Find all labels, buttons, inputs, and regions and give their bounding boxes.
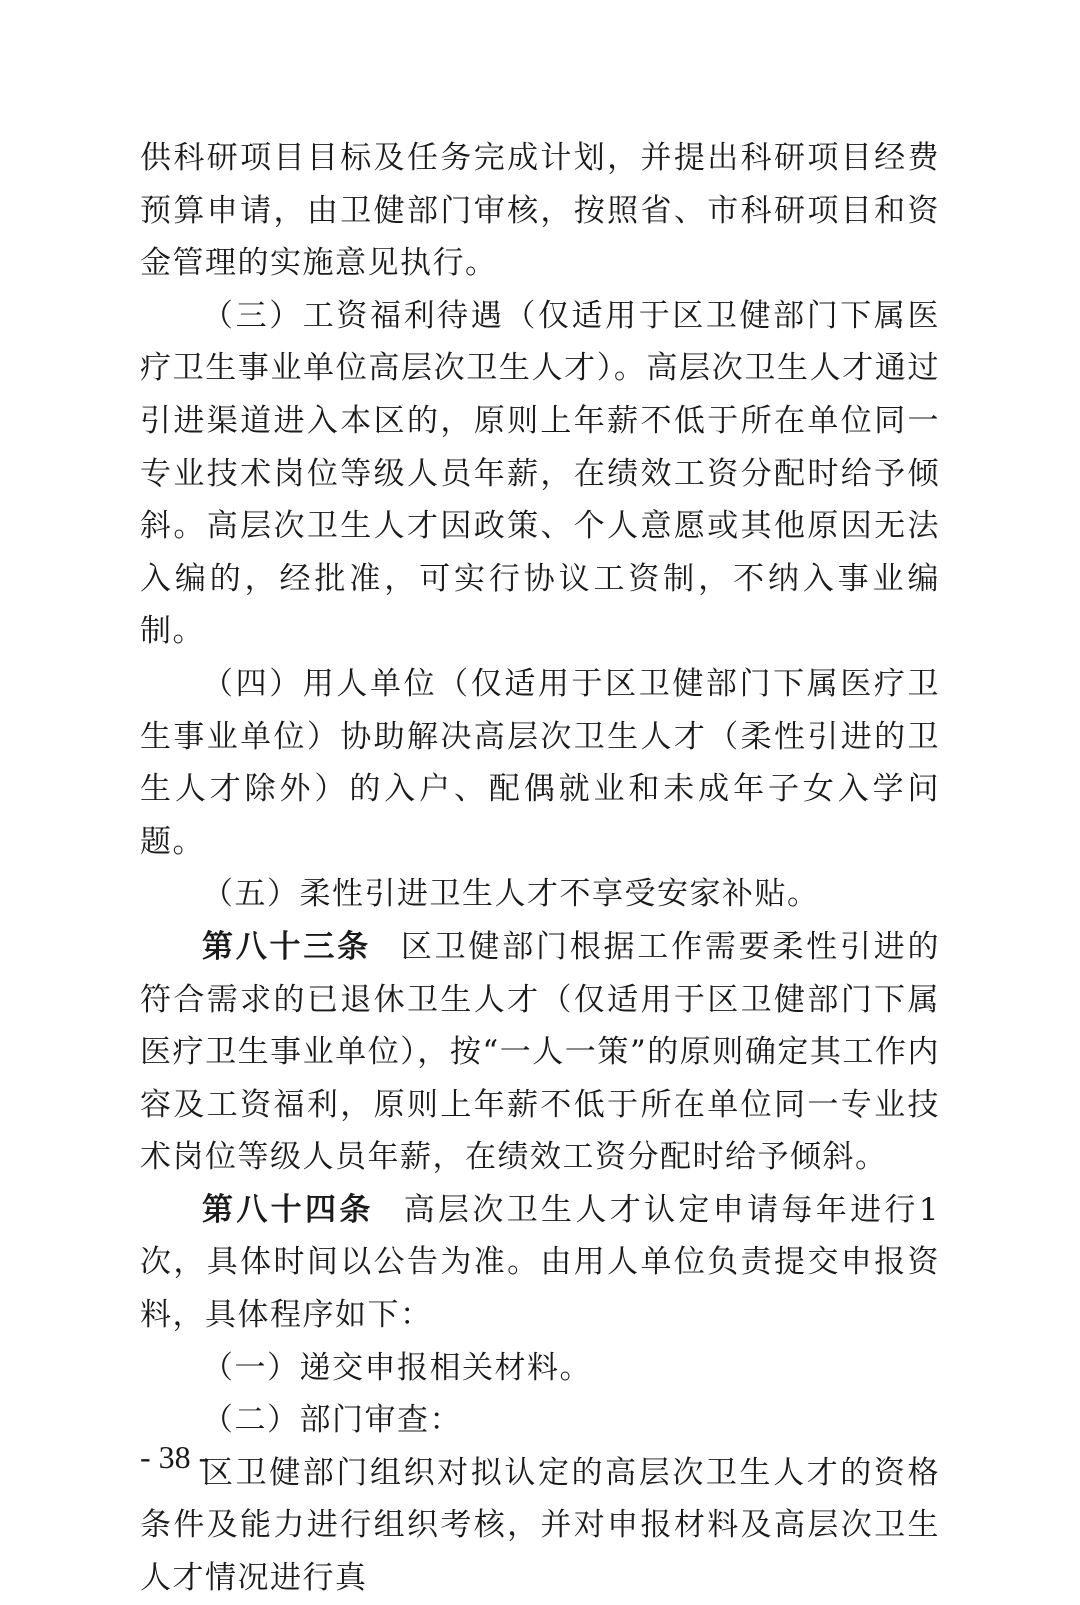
article-heading: 第八十三条	[202, 928, 371, 965]
paragraph-text: 区卫健部门组织对拟认定的高层次卫生人才的资格条件及能力进行组织考核，并对申报材料及高层次卫生人才情况进行真	[140, 1454, 940, 1597]
article-heading: 第八十四条	[202, 1191, 374, 1228]
paragraph-text: 供科研项目目标及任务完成计划，并提出科研项目经费预算申请，由卫健部门审核，按照省、市科研项目和资金管理的实施意见执行。	[140, 140, 940, 282]
article-83	[140, 921, 940, 1184]
paragraph-text: （四）用人单位（仅适用于区卫健部门下属医疗卫生事业单位）协助解决高层次卫生人才（柔性引进的卫生人才除外）的入户、配偶就业和未成年子女入学问题。	[140, 665, 940, 860]
paragraph-step-submit	[140, 1342, 940, 1395]
paragraph-continuation	[140, 132, 940, 290]
paragraph-review-detail	[140, 1447, 940, 1605]
paragraph-text: （三）工资福利待遇（仅适用于区卫健部门下属医疗卫生事业单位高层次卫生人才）。高层次卫生人才通过引进渠道进入本区的，原则上年薪不低于所在单位同一专业技术岗位等级人员年薪，在绩效工资分配时给予倾斜。高层次卫生人才因政策、个人意愿或其他原因无法入编的，经批准，可实行协议工资制，不纳入事业编制。	[140, 297, 940, 650]
paragraph-text: 高层次卫生人才认定申请每年进行1次，具体时间以公告为准。由用人单位负责提交申报资料，具体程序如下：	[140, 1191, 940, 1334]
paragraph-text: （一）递交申报相关材料。	[202, 1349, 592, 1386]
paragraph-salary-benefits	[140, 290, 940, 658]
paragraph-text: （二）部门审查：	[202, 1402, 462, 1439]
article-84	[140, 1184, 940, 1342]
document-body	[140, 132, 940, 1605]
paragraph-flexible-talent	[140, 868, 940, 921]
paragraph-employer-assistance	[140, 658, 940, 868]
paragraph-step-review	[140, 1394, 940, 1447]
page-number: - 38 -	[140, 1439, 210, 1475]
paragraph-text: （五）柔性引进卫生人才不享受安家补贴。	[202, 876, 820, 913]
paragraph-text: 区卫健部门根据工作需要柔性引进的符合需求的已退休卫生人才（仅适用于区卫健部门下属医疗卫生事业单位），按“一人一策”的原则确定其工作内容及工资福利，原则上年薪不低于所在单位同一专业技术岗位等级人员年薪，在绩效工资分配时给予倾斜。	[140, 928, 940, 1176]
